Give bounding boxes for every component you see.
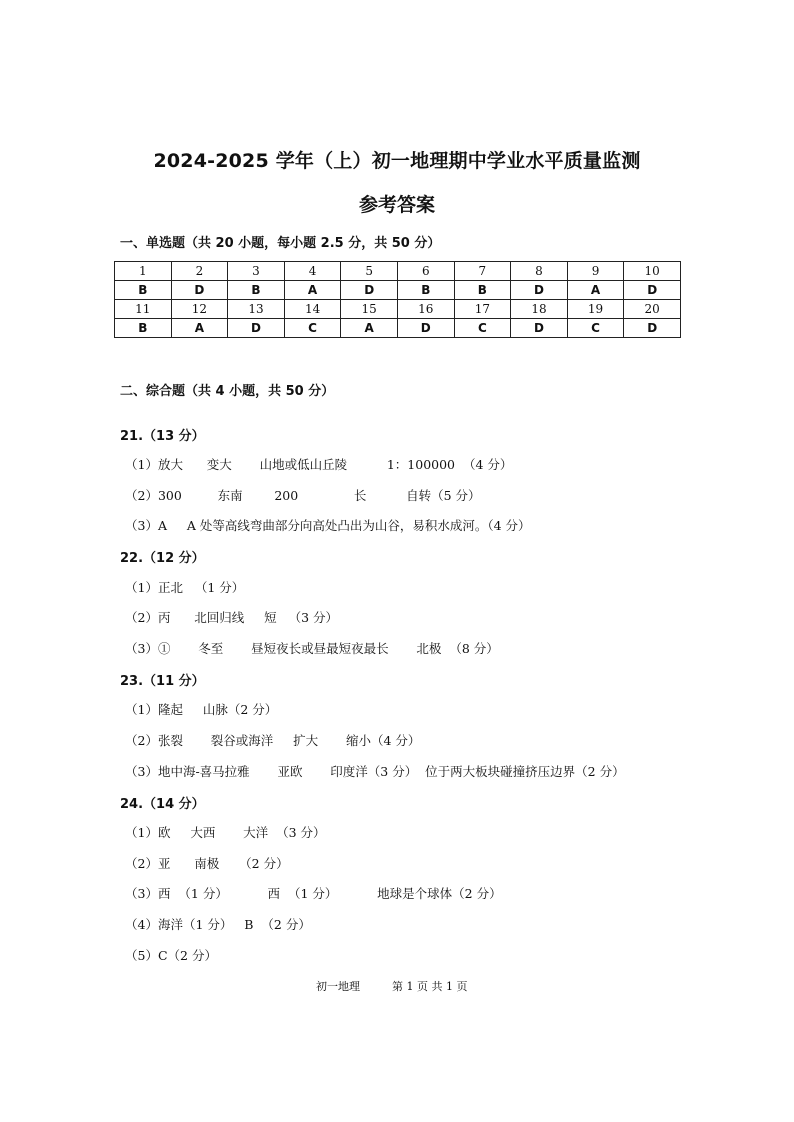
table-cell: 6	[397, 262, 454, 281]
table-cell: 9	[567, 262, 624, 281]
table-cell: D	[511, 281, 568, 300]
question-23-heading: 23.（11 分）	[120, 674, 205, 689]
footer-page-number: 第 1 页 共 1 页	[392, 980, 468, 993]
table-cell: B	[228, 281, 285, 300]
question-21-heading: 21.（13 分）	[120, 429, 205, 444]
table-cell: D	[511, 319, 568, 338]
question-22-heading: 22.（12 分）	[120, 551, 205, 566]
table-cell: 15	[341, 300, 398, 319]
table-cell: B	[115, 281, 172, 300]
question-24-answer-3: （3）西 （1 分） 西 （1 分） 地球是个球体（2 分）	[125, 886, 502, 901]
question-23-answer-3: （3）地中海-喜马拉雅 亚欧 印度洋（3 分） 位于两大板块碰撞挤压边界（2 分）	[125, 764, 625, 779]
table-cell: D	[624, 319, 681, 338]
table-cell: 14	[284, 300, 341, 319]
table-cell: D	[624, 281, 681, 300]
table-cell: B	[115, 319, 172, 338]
table-cell: 19	[567, 300, 624, 319]
answer-table	[114, 261, 681, 338]
table-cell: 8	[511, 262, 568, 281]
question-24-answer-1: （1）欧 大西 大洋 （3 分）	[125, 825, 326, 840]
table-cell: 2	[171, 262, 228, 281]
table-cell: 3	[228, 262, 285, 281]
question-21-answer-2: （2）300 东南 200 长 自转（5 分）	[125, 488, 481, 503]
table-cell: B	[454, 281, 511, 300]
table-cell: D	[228, 319, 285, 338]
question-23-answer-1: （1）隆起 山脉（2 分）	[125, 702, 278, 717]
table-cell: 4	[284, 262, 341, 281]
table-cell: 10	[624, 262, 681, 281]
footer-subject: 初一地理	[316, 980, 360, 993]
table-cell: C	[284, 319, 341, 338]
table-cell: D	[397, 319, 454, 338]
table-cell: 12	[171, 300, 228, 319]
table-cell: 5	[341, 262, 398, 281]
table-cell: A	[341, 319, 398, 338]
table-cell: A	[171, 319, 228, 338]
table-cell: 1	[115, 262, 172, 281]
question-22-answer-2: （2）丙 北回归线 短 （3 分）	[125, 610, 339, 625]
table-cell: A	[284, 281, 341, 300]
section-2-heading: 二、综合题（共 4 小题，共 50 分）	[120, 384, 335, 399]
table-row	[115, 319, 681, 338]
section-1-heading: 一、单选题（共 20 小题，每小题 2.5 分，共 50 分）	[120, 236, 441, 251]
question-24-answer-4: （4）海洋（1 分） B （2 分）	[125, 917, 311, 932]
question-22-answer-3: （3）① 冬至 昼短夜长或昼最短夜最长 北极 （8 分）	[125, 641, 499, 656]
table-cell: 16	[397, 300, 454, 319]
table-cell: 18	[511, 300, 568, 319]
table-cell: 7	[454, 262, 511, 281]
table-cell: D	[171, 281, 228, 300]
table-cell: 17	[454, 300, 511, 319]
table-cell: C	[567, 319, 624, 338]
table-cell: 20	[624, 300, 681, 319]
table-cell: A	[567, 281, 624, 300]
page-subtitle: 参考答案	[358, 194, 435, 216]
table-row	[115, 300, 681, 319]
table-cell: 13	[228, 300, 285, 319]
question-24-answer-2: （2）亚 南极 （2 分）	[125, 856, 289, 871]
table-row	[115, 281, 681, 300]
question-21-answer-3: （3）A A 处等高线弯曲部分向高处凸出为山谷，易积水成河。（4 分）	[125, 518, 531, 533]
table-row	[115, 262, 681, 281]
question-23-answer-2: （2）张裂 裂谷或海洋 扩大 缩小（4 分）	[125, 733, 421, 748]
table-cell: D	[341, 281, 398, 300]
question-21-answer-1: （1）放大 变大 山地或低山丘陵 1：100000 （4 分）	[125, 457, 513, 472]
question-22-answer-1: （1）正北 （1 分）	[125, 580, 245, 595]
question-24-answer-5: （5）C（2 分）	[125, 948, 217, 963]
question-24-heading: 24.（14 分）	[120, 797, 205, 812]
page-title: 2024-2025 学年（上）初一地理期中学业水平质量监测	[153, 150, 641, 172]
table-cell: 11	[115, 300, 172, 319]
table-cell: C	[454, 319, 511, 338]
table-cell: B	[397, 281, 454, 300]
